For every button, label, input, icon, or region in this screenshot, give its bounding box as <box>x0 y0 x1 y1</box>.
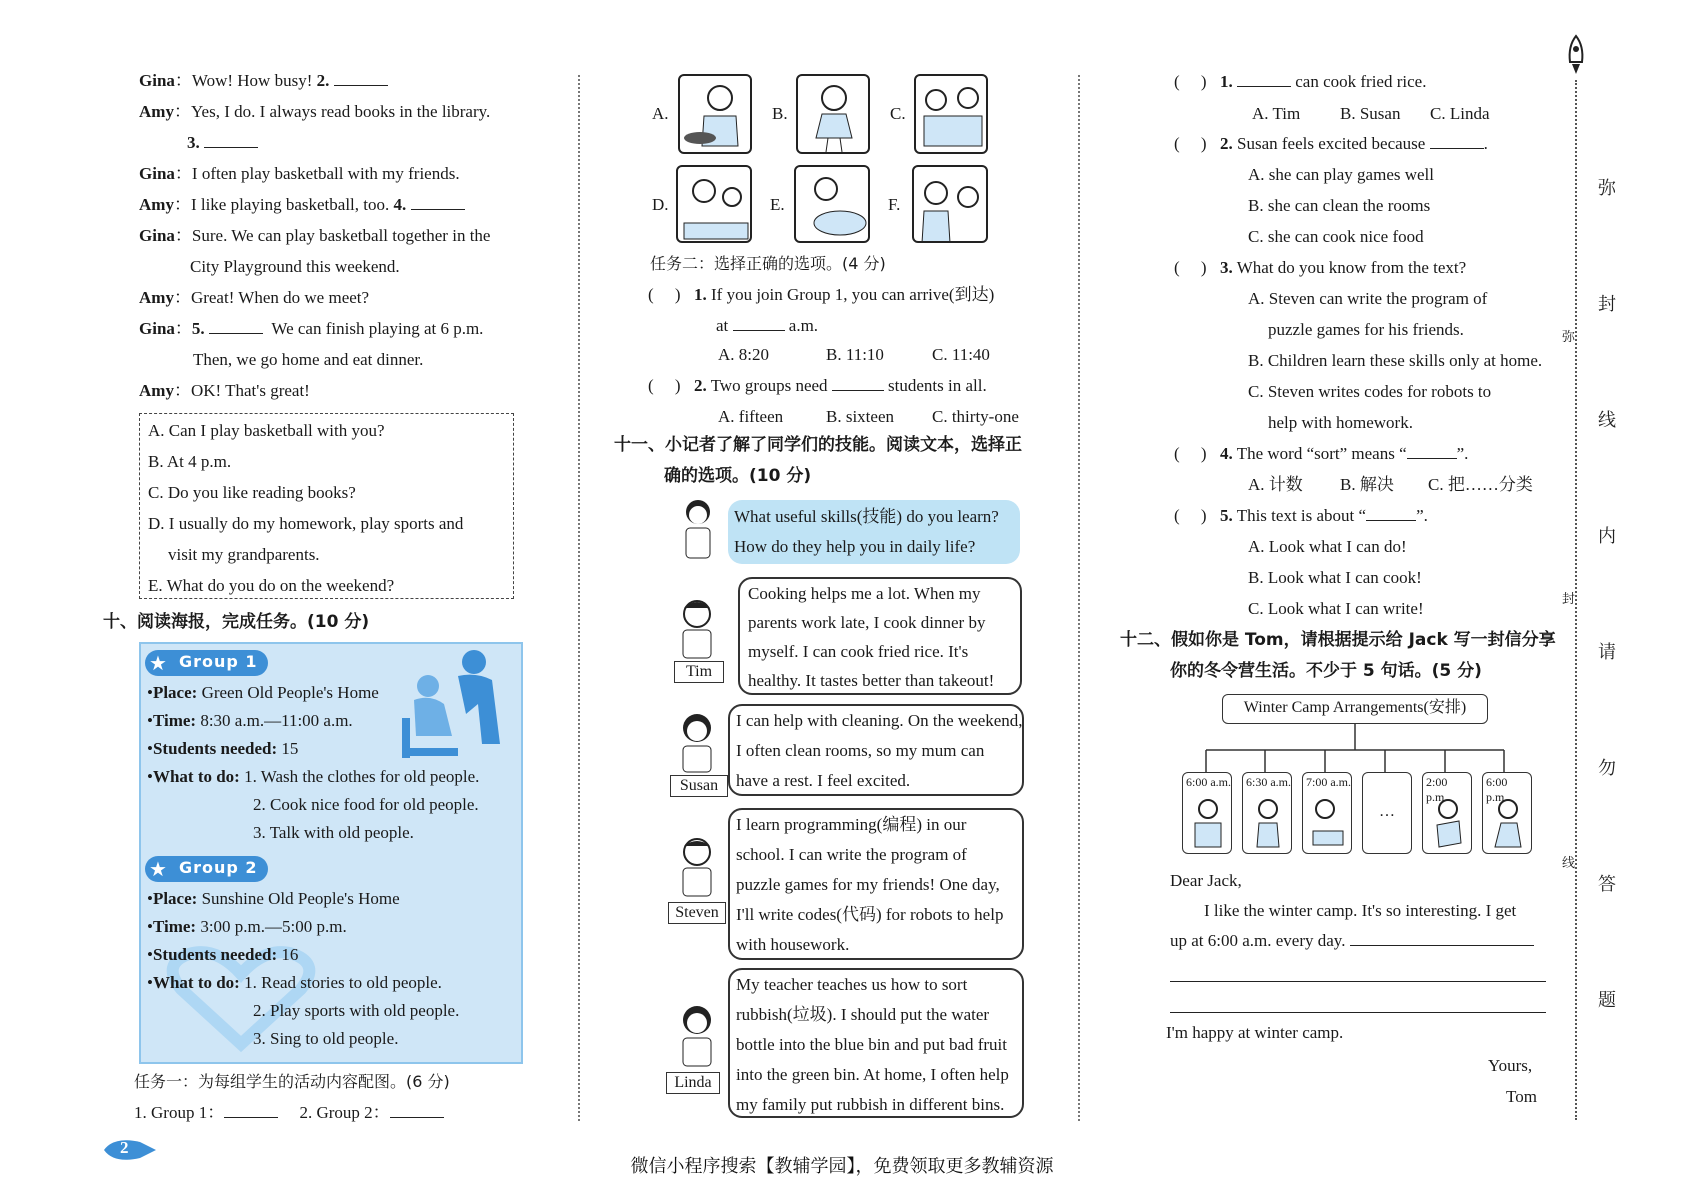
bubble-text: I can help with cleaning. On the weekend, <box>736 711 1023 730</box>
answer-blank[interactable] <box>1430 133 1484 149</box>
poster-line: •What to do: 1. Wash the clothes for old people. <box>147 767 480 786</box>
bubble-text: Cooking helps me a lot. When my <box>748 584 981 603</box>
bubble-text: puzzle games for my friends! One day, <box>736 875 1000 894</box>
answer-blank[interactable] <box>390 1102 444 1118</box>
letter-line: up at 6:00 a.m. every day. <box>1170 930 1534 952</box>
tim-bubble <box>738 577 1022 695</box>
option-item: A. 计数 <box>1248 475 1303 494</box>
poster <box>139 642 523 1064</box>
section-title: 你的冬令营生活。不少于 5 句话。(5 分) <box>1170 661 1482 681</box>
column-divider <box>1078 75 1080 1121</box>
option-item: E. What do you do on the weekend? <box>148 576 395 595</box>
option-item: B. she can clean the rooms <box>1248 196 1431 215</box>
option-item: B. Susan <box>1340 104 1401 123</box>
answer-blank[interactable] <box>204 132 258 148</box>
seal-char: 勿 <box>1598 758 1616 779</box>
seal-char: 封 <box>1598 294 1616 315</box>
waking-up-icon <box>1191 797 1225 851</box>
options-box <box>139 413 514 599</box>
answer-blank[interactable] <box>334 70 388 86</box>
breakfast-icon <box>1311 797 1345 851</box>
option-item: puzzle games for his friends. <box>1268 320 1464 339</box>
poster-line: 2. Cook nice food for old people. <box>253 795 479 814</box>
poster-line: •Time: 3:00 p.m.—5:00 p.m. <box>147 917 347 936</box>
dialogue-line: Amy：OK! That's great! <box>139 381 310 400</box>
star-icon: ★ <box>149 857 168 881</box>
section-title: 十二、假如你是 Tom，请根据提示给 Jack 写一封信分享 <box>1120 630 1556 650</box>
poster-line: 2. Play sports with old people. <box>253 1001 460 1020</box>
susan-bubble <box>728 704 1024 796</box>
rocket-icon <box>1566 34 1586 76</box>
bubble-text: parents work late, I cook dinner by <box>748 613 986 632</box>
option-item: D. I usually do my homework, play sports and <box>148 514 464 533</box>
option-item: B. Look what I can cook! <box>1248 568 1422 587</box>
ellipsis-text: … <box>1379 803 1395 820</box>
bubble-text: rubbish(垃圾). I should put the water <box>736 1005 990 1024</box>
bubble-text: school. I can write the program of <box>736 845 967 864</box>
star-icon: ★ <box>149 651 168 675</box>
picture-label: E. <box>770 195 785 214</box>
caregiver-illustration <box>396 644 516 764</box>
dialogue-line: Gina：Wow! How busy! 2. <box>139 70 388 92</box>
answer-blank[interactable] <box>1407 443 1457 459</box>
exercise-icon <box>1251 797 1285 851</box>
bubble-text: healthy. It tastes better than takeout! <box>748 671 995 690</box>
poster-line: •Place: Green Old People's Home <box>147 683 379 702</box>
page-number: 2 <box>120 1138 129 1157</box>
steven-avatar <box>674 834 720 898</box>
seal-small-char: 线 <box>1562 852 1575 871</box>
option-item: C. Linda <box>1430 104 1490 123</box>
column-divider <box>578 75 580 1121</box>
option-item: A. Steven can write the program of <box>1248 289 1488 308</box>
question-line: ( ) 1. can cook fried rice. <box>1174 72 1427 91</box>
dialogue-line: Gina：I often play basketball with my friends. <box>139 164 460 183</box>
dialogue-line: City Playground this weekend. <box>190 257 400 276</box>
picture-a-cooking <box>678 74 752 154</box>
task-title: 任务二：选择正确的选项。(4 分) <box>650 254 886 273</box>
option-item: C. Do you like reading books? <box>148 483 356 502</box>
writing-line[interactable] <box>1170 1012 1546 1013</box>
seal-char: 请 <box>1598 642 1616 663</box>
poster-line: •Place: Sunshine Old People's Home <box>147 889 400 908</box>
answer-blank[interactable] <box>1366 505 1416 521</box>
option-item: B. sixteen <box>826 407 894 426</box>
option-item: B. 解决 <box>1340 475 1394 494</box>
picture-label: B. <box>772 104 788 123</box>
bubble-text: with housework. <box>736 935 850 954</box>
tim-avatar <box>674 596 720 660</box>
dancing-icon <box>1431 797 1465 851</box>
group-1-tag: ★ Group 1 <box>145 650 268 676</box>
name-tag-linda: Linda <box>666 1072 720 1094</box>
answer-blank[interactable] <box>1237 71 1291 87</box>
letter-closing: I'm happy at winter camp. <box>1166 1023 1344 1042</box>
option-item: C. 11:40 <box>932 345 990 364</box>
camp-activity-0200-pm: 2:00 p.m. <box>1422 772 1472 854</box>
bubble-text: How do they help you in daily life? <box>734 537 976 556</box>
answer-blank[interactable] <box>224 1102 278 1118</box>
picture-e-washing <box>794 165 870 243</box>
section-title: 十、阅读海报，完成任务。(10 分) <box>103 612 370 632</box>
option-item: C. thirty-one <box>932 407 1019 426</box>
option-item: C. Look what I can write! <box>1248 599 1424 618</box>
bubble-text: bottle into the blue bin and put bad fruit <box>736 1035 1008 1054</box>
option-item: B. At 4 p.m. <box>148 452 232 471</box>
name-tag-steven: Steven <box>668 902 726 924</box>
bubble-text: I learn programming(编程) in our <box>736 815 967 834</box>
seal-char: 弥 <box>1598 178 1616 199</box>
group-2-tag: ★ Group 2 <box>145 856 268 882</box>
linda-bubble <box>728 968 1024 1118</box>
question-line: ( ) 2. Two groups need students in all. <box>648 376 987 395</box>
bubble-text: into the green bin. At home, I often help <box>736 1065 1009 1084</box>
bubble-text: myself. I can cook fried rice. It's <box>748 642 969 661</box>
picture-label: D. <box>652 195 669 214</box>
option-item: A. 8:20 <box>718 345 769 364</box>
seal-small-char: 弥 <box>1562 326 1575 345</box>
seal-char: 内 <box>1598 526 1616 547</box>
reporter-bubble <box>728 500 1020 564</box>
dialogue-line: Amy：I like playing basketball, too. 4. <box>139 194 465 216</box>
option-item: visit my grandparents. <box>168 545 320 564</box>
question-line: ( ) 1. If you join Group 1, you can arrive(到达) <box>648 285 995 304</box>
steven-bubble <box>728 808 1024 960</box>
camp-connector-lines <box>1170 724 1540 774</box>
bubble-text: have a rest. I feel excited. <box>736 771 911 790</box>
answer-blank[interactable] <box>411 194 465 210</box>
picture-b-singing <box>796 74 870 154</box>
camp-activity-0630-am: 6:30 a.m. <box>1242 772 1292 854</box>
dialogue-line: Then, we go home and eat dinner. <box>193 350 424 369</box>
picture-label: A. <box>652 104 669 123</box>
question-line: ( ) 4. The word “sort” means “ ”. <box>1174 444 1469 463</box>
camp-activity-0600-am: 6:00 a.m. <box>1182 772 1232 854</box>
option-item: B. Children learn these skills only at home. <box>1248 351 1543 370</box>
dialogue-line: Gina：5. We can finish playing at 6 p.m. <box>139 319 484 338</box>
linda-avatar <box>674 1002 720 1068</box>
poster-line: •Students needed: 15 <box>147 739 299 758</box>
seal-char: 线 <box>1598 410 1616 431</box>
answer-blank[interactable] <box>733 315 785 331</box>
seal-char: 答 <box>1598 874 1616 895</box>
dialogue-line: Amy：Yes, I do. I always read books in the library. <box>139 102 491 121</box>
option-item: C. 把……分类 <box>1428 475 1533 494</box>
camp-title-box: Winter Camp Arrangements(安排) <box>1222 694 1488 724</box>
option-item: C. Steven writes codes for robots to <box>1248 382 1492 401</box>
running-icon <box>1491 797 1525 851</box>
picture-c-reading <box>914 74 988 154</box>
option-item: A. Can I play basketball with you? <box>148 421 385 440</box>
susan-avatar <box>674 710 720 774</box>
option-item: A. she can play games well <box>1248 165 1434 184</box>
letter-line: I like the winter camp. It's so interesting. I get <box>1204 901 1517 920</box>
picture-label: C. <box>890 104 906 123</box>
section-title: 确的选项。(10 分) <box>664 466 812 486</box>
bubble-text: I'll write codes(代码) for robots to help <box>736 905 1004 924</box>
seal-small-char: 封 <box>1562 588 1575 607</box>
option-item: help with homework. <box>1268 413 1413 432</box>
task-title: 任务一：为每组学生的活动内容配图。(6 分) <box>134 1072 450 1091</box>
poster-line: •What to do: 1. Read stories to old people. <box>147 973 442 992</box>
footer-promo-text: 微信小程序搜索【教辅学园】，免费领取更多教辅资源 <box>630 1156 1054 1177</box>
option-item: A. Tim <box>1252 104 1301 123</box>
answer-blank[interactable] <box>832 375 884 391</box>
answer-blank[interactable] <box>209 318 263 334</box>
bubble-text: My teacher teaches us how to sort <box>736 975 968 994</box>
name-tag-tim: Tim <box>674 661 724 683</box>
letter-greeting: Dear Jack, <box>1170 871 1242 890</box>
camp-activity-0600-pm: 6:00 p.m. <box>1482 772 1532 854</box>
dialogue-line: Gina：Sure. We can play basketball together in the <box>139 226 491 245</box>
question-line: at a.m. <box>716 316 819 335</box>
dialogue-line: 3. <box>187 132 258 154</box>
seal-char: 题 <box>1598 990 1616 1011</box>
bubble-text: my family put rubbish in different bins. <box>736 1095 1005 1114</box>
poster-line: 3. Sing to old people. <box>253 1029 399 1048</box>
writing-blank[interactable] <box>1350 930 1534 946</box>
letter-yours: Yours, <box>1488 1056 1533 1075</box>
question-line: ( ) 2. Susan feels excited because . <box>1174 134 1488 153</box>
picture-label: F. <box>888 195 901 214</box>
option-item: A. Look what I can do! <box>1248 537 1407 556</box>
seal-dotted-line <box>1575 80 1577 1120</box>
option-item: B. 11:10 <box>826 345 884 364</box>
task-answer-line: 1. Group 1： 2. Group 2： <box>134 1102 444 1124</box>
picture-d-sports <box>676 165 752 243</box>
reporter-avatar <box>676 496 720 562</box>
question-line: ( ) 5. This text is about “ ”. <box>1174 506 1428 525</box>
camp-activity-ellipsis <box>1362 772 1412 854</box>
bubble-text: What useful skills(技能) do you learn? <box>734 507 999 526</box>
dialogue-line: Amy：Great! When do we meet? <box>139 288 370 307</box>
picture-f-talking <box>912 165 988 243</box>
poster-line: 3. Talk with old people. <box>253 823 414 842</box>
bubble-text: I often clean rooms, so my mum can <box>736 741 985 760</box>
poster-line: •Time: 8:30 a.m.—11:00 a.m. <box>147 711 353 730</box>
question-line: ( ) 3. What do you know from the text? <box>1174 258 1467 277</box>
option-item: C. she can cook nice food <box>1248 227 1424 246</box>
section-title: 十一、小记者了解了同学们的技能。阅读文本，选择正 <box>614 435 1022 455</box>
writing-line[interactable] <box>1170 981 1546 982</box>
camp-activity-0700-am: 7:00 a.m. <box>1302 772 1352 854</box>
poster-line: •Students needed: 16 <box>147 945 299 964</box>
name-tag-susan: Susan <box>670 775 728 797</box>
letter-signature: Tom <box>1506 1087 1537 1106</box>
option-item: A. fifteen <box>718 407 784 426</box>
